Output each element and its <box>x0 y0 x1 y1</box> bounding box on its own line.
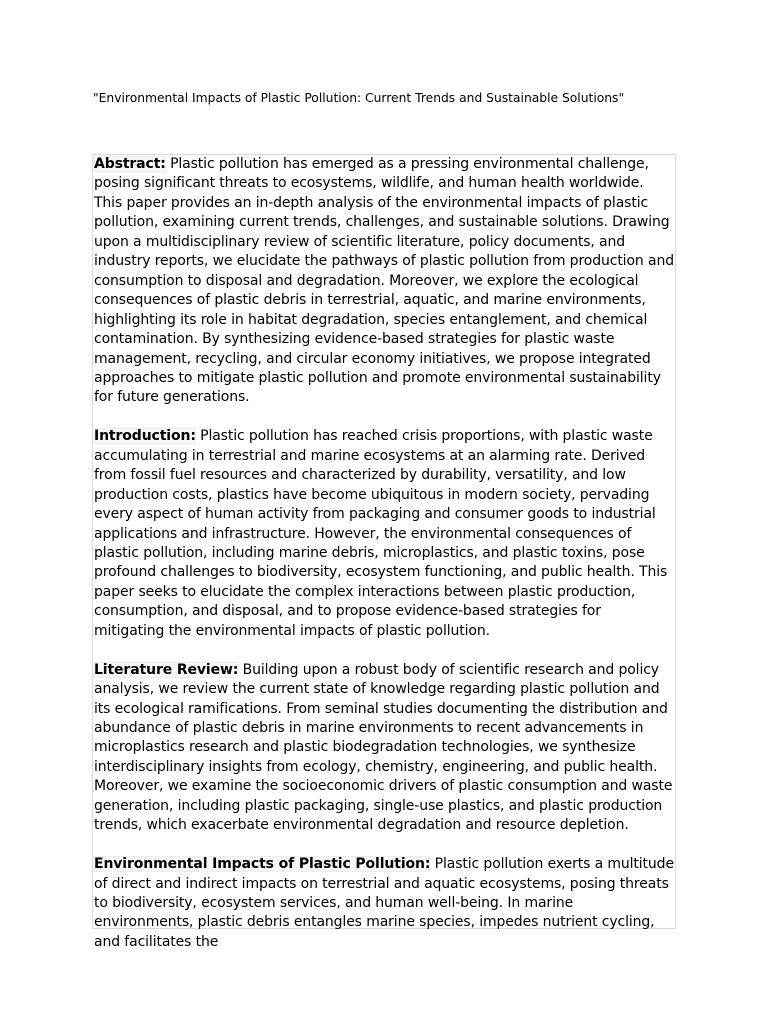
abstract-heading: Abstract: <box>94 156 166 172</box>
introduction-section <box>94 427 675 641</box>
document-body <box>92 154 676 950</box>
introduction-heading: Introduction: <box>94 428 196 445</box>
abstract-text: Plastic pollution has emerged as a pressing environmental challenge, posing significant threats to ecosystems, wildlife, and human health worldwide. This paper provides an in-depth analysis of the environmental impacts of plastic pollution, examining current trends, challenges, and sustainable solutions. Drawing upon a multidisciplinary review of scientific literature, policy documents, and industry reports, we elucidate the pathways of plastic pollution from production and consumption to disposal and degradation. Moreover, we explore the ecological consequences of plastic debris in terrestrial, aquatic, and marine environments, highlighting its role in habitat degradation, species entanglement, and chemical contamination. By synthesizing evidence-based strategies for plastic waste management, recycling, and circular economy initiatives, we propose integrated approaches to mitigate plastic pollution and promote environmental sustainability for future generations. <box>94 156 674 406</box>
literature-review-section <box>94 661 675 836</box>
literature-review-heading: Literature Review: <box>94 661 239 678</box>
abstract-section <box>94 155 675 408</box>
environmental-impacts-section <box>94 855 675 952</box>
environmental-impacts-text: Plastic pollution exerts a multitude of direct and indirect impacts on terrestrial and aquatic ecosystems, posing threats to biodiversity, ecosystem services, and human well-being. In marine environments, plastic debris entangles marine species, impedes nutrient cycling, and facilitates the <box>94 856 674 950</box>
literature-review-text: Building upon a robust body of scientific research and policy analysis, we review the current state of knowledge regarding plastic pollution and its ecological ramifications. From seminal studies documenting the distribution and abundance of plastic debris in marine environments to recent advancements in microplastics research and plastic biodegradation technologies, we synthesize interdisciplinary insights from ecology, chemistry, engineering, and public health. Moreover, we examine the socioeconomic drivers of plastic consumption and waste generation, including plastic packaging, single-use plastics, and plastic production trends, which exacerbate environmental degradation and resource depletion. <box>94 661 673 834</box>
document-title: "Environmental Impacts of Plastic Pollution: Current Trends and Sustainable Solutions" <box>93 91 625 105</box>
introduction-text: Plastic pollution has reached crisis proportions, with plastic waste accumulating in terrestrial and marine ecosystems at an alarming rate. Derived from fossil fuel resources and characterized by durability, versatility, and low production costs, plastics have become ubiquitous in modern society, pervading every aspect of human activity from packaging and consumer goods to industrial applications and infrastructure. However, the environmental consequences of plastic pollution, including marine debris, microplastics, and plastic toxins, pose profound challenges to biodiversity, ecosystem functioning, and public health. This paper seeks to elucidate the complex interactions between plastic production, consumption, and disposal, and to propose evidence-based strategies for mitigating the environmental impacts of plastic pollution. <box>94 428 668 639</box>
environmental-impacts-heading: Environmental Impacts of Plastic Pollution: <box>94 856 431 873</box>
